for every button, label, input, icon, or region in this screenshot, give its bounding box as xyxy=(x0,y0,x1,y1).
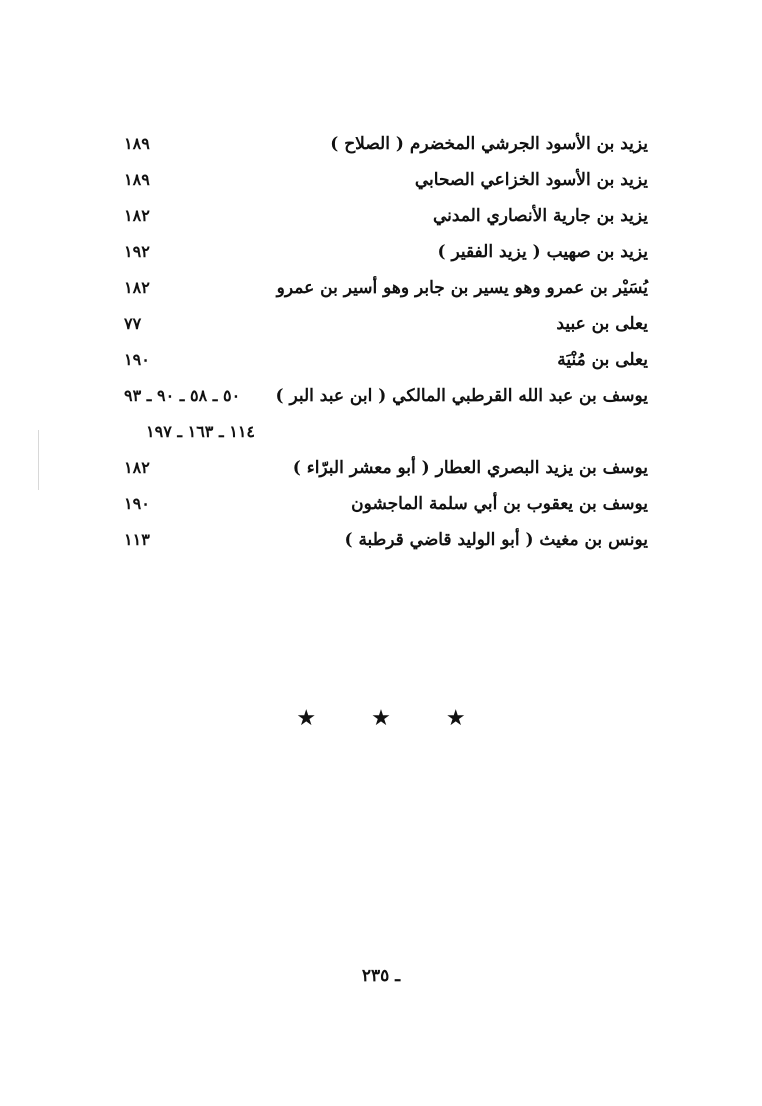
entry-name: يعلى بن مُنْيَة xyxy=(557,350,648,370)
index-entry xyxy=(118,234,648,270)
entry-name: يُسَيْر بن عمرو وهو يسير بن جابر وهو أسير بن عمرو xyxy=(276,278,648,298)
index-entry xyxy=(118,198,648,234)
index-entry xyxy=(118,126,648,162)
entry-name: يزيد بن الأسود الخزاعي الصحابي xyxy=(414,170,648,190)
index-entry xyxy=(118,270,648,306)
index-entry xyxy=(118,378,648,414)
index-entry xyxy=(118,486,648,522)
entry-name: يزيد بن جارية الأنصاري المدني xyxy=(433,206,648,226)
index-entry-continuation xyxy=(118,414,648,450)
entry-name: يوسف بن عبد الله القرطبي المالكي ( ابن عبد البر ) xyxy=(275,386,648,406)
entry-pages: ١٨٩ xyxy=(124,170,150,189)
entry-name: يوسف بن يزيد البصري العطار ( أبو معشر البرّاء ) xyxy=(292,458,648,478)
section-divider-stars xyxy=(0,706,762,731)
entry-name: يعلى بن عبيد xyxy=(556,314,648,334)
name-index-list xyxy=(118,126,648,558)
entry-pages: ١٩٠ xyxy=(124,350,150,369)
entry-name: يوسف بن يعقوب بن أبي سلمة الماجشون xyxy=(351,494,648,514)
scan-edge-mark xyxy=(38,430,39,490)
entry-pages: ١٨٩ xyxy=(124,134,150,153)
index-entry xyxy=(118,522,648,558)
entry-name: يزيد بن الأسود الجرشي المخضرم ( الصلاح ) xyxy=(330,134,648,154)
index-entry xyxy=(118,450,648,486)
entry-name: يونس بن مغيث ( أبو الوليد قاضي قرطبة ) xyxy=(344,530,648,550)
entry-pages: ١٨٢ xyxy=(124,206,150,225)
index-entry xyxy=(118,162,648,198)
star-icon: ★ xyxy=(371,706,391,731)
index-entry xyxy=(118,342,648,378)
entry-pages: ١٨٢ xyxy=(124,278,150,297)
entry-name: يزيد بن صهيب ( يزيد الفقير ) xyxy=(437,242,648,262)
page-number: ـ ٢٣٥ xyxy=(361,966,401,986)
index-entry xyxy=(118,306,648,342)
star-icon: ★ xyxy=(296,706,317,731)
entry-pages: ١٩٢ xyxy=(124,242,150,261)
entry-pages: ٥٠ ـ ٥٨ ـ ٩٠ ـ ٩٣ xyxy=(124,386,241,405)
star-icon: ★ xyxy=(445,706,466,731)
entry-pages: ١١٣ xyxy=(124,530,150,549)
entry-pages: ٧٧ xyxy=(124,314,142,333)
entry-pages: ١٨٢ xyxy=(124,458,150,477)
entry-pages: ١١٤ ـ ١٦٣ ـ ١٩٧ xyxy=(146,422,255,441)
entry-pages: ١٩٠ xyxy=(124,494,150,513)
